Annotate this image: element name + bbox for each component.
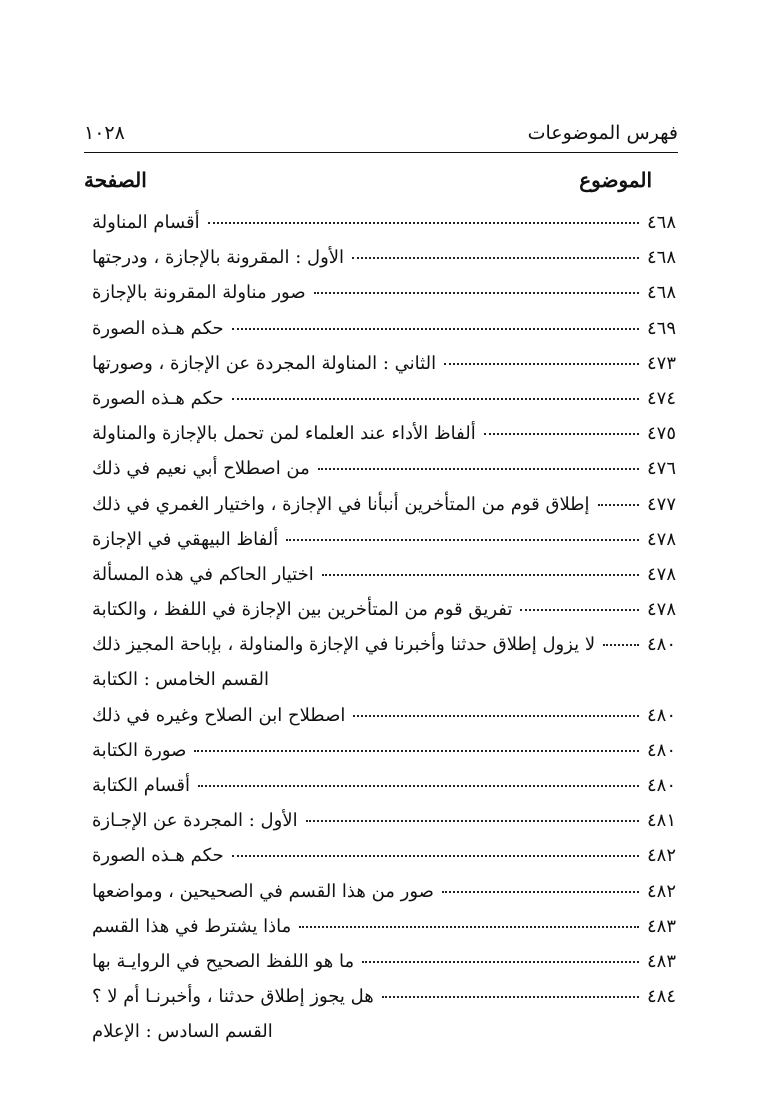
toc-entry [92,986,676,1021]
entry-title: الأول : المجردة عن الإجـازة [92,810,298,832]
entry-title: من اصطلاح أبي نعيم في ذلك [92,458,310,480]
dot-leader [352,257,639,259]
entry-title: القسم الخامس : الكتابة [92,669,270,691]
entry-title: لا يزول إطلاق حدثنا وأخبرنا في الإجازة والمناولة ، بإباحة المجيز ذلك [92,634,596,656]
dot-leader [362,961,639,963]
entry-title: ماذا يشترط في هذا القسم [92,915,292,937]
entry-title: أقسام الكتابة [92,775,191,796]
entry-page-number: ٤٨٠ [646,775,676,796]
entry-page-number: ٤٧٦ [646,458,676,480]
toc-entry [92,423,676,458]
dot-leader [198,785,639,787]
entry-page-number: ٤٦٨ [646,282,676,304]
entry-title: حكم هـذه الصورة [92,317,224,339]
entry-title: اصطلاح ابن الصلاح وغيره في ذلك [92,704,346,726]
entry-title: حكم هـذه الصورة [92,845,224,867]
entry-title: صورة الكتابة [92,739,187,761]
entry-title: أقسام المناولة [92,212,200,233]
entry-page-number: ٤٧٥ [646,423,676,445]
toc-entry [92,634,676,669]
dot-leader [484,433,639,435]
entry-title: اختيار الحاكم في هذه المسألة [92,563,314,585]
entry-title: إطلاق قوم من المتأخرين أنبأنا في الإجازة ، واختيار الغمري في ذلك [92,493,590,515]
toc-entry [92,845,676,880]
entry-page-number: ٤٧٧ [646,493,676,515]
toc-entry [92,705,676,740]
entry-title: صور من هذا القسم في الصحيحين ، ومواضعها [92,880,434,902]
entry-title: صور مناولة المقرونة بالإجازة [92,282,306,304]
entry-title: ألفاظ الأداء عند العلماء لمن تحمل بالإجازة والمناولة [92,423,476,445]
dot-leader [286,539,639,541]
dot-leader [318,468,639,470]
toc-entry [92,212,676,247]
entry-page-number: ٤٧٣ [646,352,676,374]
dot-leader [208,222,639,224]
dot-leader [520,609,639,611]
toc-entry [92,599,676,634]
toc-entry [92,951,676,986]
page-column-heading: الصفحة [84,168,147,192]
dot-leader [194,750,639,752]
toc-entry [92,740,676,775]
entry-page-number: ٤٦٨ [646,212,676,233]
entry-page-number: ٤٧٨ [646,528,676,550]
entry-page-number: ٤٧٨ [646,563,676,585]
entry-page-number: ٤٦٨ [646,247,676,269]
toc-entry [92,494,676,529]
section-heading [92,669,676,704]
toc-entry [92,247,676,282]
toc-entry [92,775,676,810]
entry-page-number: ٤٨٠ [646,739,676,761]
toc-entry [92,282,676,317]
toc-entry [92,564,676,599]
toc-entry [92,388,676,423]
page-header [84,118,678,153]
dot-leader [306,820,639,822]
entry-page-number: ٤٦٩ [646,317,676,339]
toc-entry [92,318,676,353]
entry-title: الثاني : المناولة المجردة عن الإجازة ، وصورتها [92,352,437,374]
toc-entry [92,881,676,916]
entry-page-number: ٤٧٨ [646,599,676,621]
dot-leader [299,926,639,928]
entry-page-number: ٤٧٤ [646,387,676,409]
entry-title: ألفاظ البيهقي في الإجازة [92,528,279,550]
dot-leader [322,574,639,576]
toc-entries [92,212,676,1057]
subject-column-heading: الموضوع [579,168,652,192]
toc-entry [92,529,676,564]
entry-page-number: ٤٨٣ [646,950,676,972]
section-heading [92,1021,676,1056]
entry-title: تفريق قوم من المتأخرين بين الإجازة في اللفظ ، والكتابة [92,599,513,621]
entry-page-number: ٤٨٢ [646,845,676,867]
running-title: فهرس الموضوعات [527,122,678,144]
entry-title: هل يجوز إطلاق حدثنا ، وأخبرنـا أم لا ؟ [92,986,374,1008]
dot-leader [442,891,639,893]
dot-leader [232,328,639,330]
entry-page-number: ٤٨٠ [646,704,676,726]
dot-leader [314,292,639,294]
dot-leader [232,855,639,857]
entry-page-number: ٤٨٣ [646,915,676,937]
dot-leader [382,996,639,998]
dot-leader [232,398,639,400]
dot-leader [444,363,639,365]
entry-title: القسم السادس : الإعلام [92,1021,273,1043]
column-headings [84,168,652,198]
entry-page-number: ٤٨٢ [646,880,676,902]
entry-page-number: ٤٨٤ [646,986,676,1008]
toc-entry [92,458,676,493]
dot-leader [598,504,639,506]
dot-leader [353,715,639,717]
dot-leader [603,644,639,646]
toc-entry [92,916,676,951]
toc-entry [92,353,676,388]
entry-title: حكم هـذه الصورة [92,387,224,409]
page-number: ١٠٢٨ [84,122,125,144]
entry-page-number: ٤٨١ [646,810,676,832]
toc-entry [92,810,676,845]
entry-title: الأول : المقرونة بالإجازة ، ودرجتها [92,247,345,269]
entry-page-number: ٤٨٠ [646,634,676,656]
entry-title: ما هو اللفظ الصحيح في الروايـة بها [92,950,355,972]
